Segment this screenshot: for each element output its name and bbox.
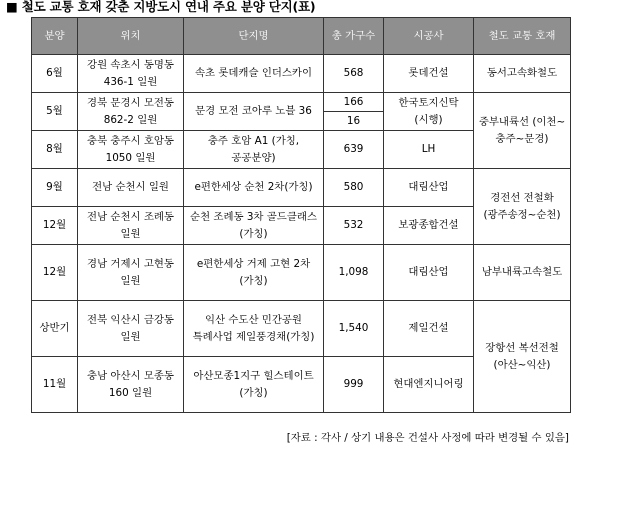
col-header-units: 총 가구수 bbox=[324, 18, 384, 55]
cell-units: 568 bbox=[324, 55, 384, 93]
cell-complex: e편한세상 거제 고현 2차 (가칭) bbox=[184, 245, 324, 301]
cell-builder: 대림산업 bbox=[384, 245, 474, 301]
cell-month: 6월 bbox=[32, 55, 78, 93]
col-header-builder: 시공사 bbox=[384, 18, 474, 55]
cell-units: 166 bbox=[324, 93, 384, 112]
col-header-complex: 단지명 bbox=[184, 18, 324, 55]
cell-units: 532 bbox=[324, 207, 384, 245]
table-row bbox=[32, 169, 571, 207]
cell-builder: 현대엔지니어링 bbox=[384, 357, 474, 413]
cell-complex: 순천 조례동 3차 골드클래스(가칭) bbox=[184, 207, 324, 245]
cell-month: 상반기 bbox=[32, 301, 78, 357]
cell-month: 9월 bbox=[32, 169, 78, 207]
cell-units: 1,540 bbox=[324, 301, 384, 357]
presale-table bbox=[31, 17, 571, 413]
cell-location: 전남 순천시 조례동 일원 bbox=[78, 207, 184, 245]
cell-builder: 롯데건설 bbox=[384, 55, 474, 93]
cell-builder: 제일건설 bbox=[384, 301, 474, 357]
col-header-rail: 철도 교통 호재 bbox=[474, 18, 571, 55]
cell-rail: 장항선 복선전철 (아산~익산) bbox=[474, 301, 571, 413]
cell-builder: 한국토지신탁(시행) bbox=[384, 93, 474, 131]
cell-month: 11월 bbox=[32, 357, 78, 413]
cell-builder: 보광종합건설 bbox=[384, 207, 474, 245]
cell-location: 전남 순천시 일원 bbox=[78, 169, 184, 207]
cell-complex: 속초 롯데캐슬 인더스카이 bbox=[184, 55, 324, 93]
cell-units: 580 bbox=[324, 169, 384, 207]
cell-location: 충북 충주시 호암동 1050 일원 bbox=[78, 131, 184, 169]
cell-rail: 경전선 전철화 (광주송정~순천) bbox=[474, 169, 571, 245]
cell-location: 충남 아산시 모종동 160 일원 bbox=[78, 357, 184, 413]
cell-location: 경북 문경시 모전동 862-2 일원 bbox=[78, 93, 184, 131]
table-row bbox=[32, 301, 571, 357]
table-title: ■ 철도 교통 호재 갖춘 지방도시 연내 주요 분양 단지(표) bbox=[6, 0, 316, 14]
cell-location: 강원 속초시 동명동 436-1 일원 bbox=[78, 55, 184, 93]
cell-builder: LH bbox=[384, 131, 474, 169]
cell-location: 경남 거제시 고현동 일원 bbox=[78, 245, 184, 301]
cell-complex: 익산 수도산 민간공원 특례사업 제일풍경채(가칭) bbox=[184, 301, 324, 357]
source-note: [자료 : 각사 / 상기 내용은 건설사 사정에 따라 변경될 수 있음] bbox=[286, 432, 569, 444]
cell-month: 8월 bbox=[32, 131, 78, 169]
cell-complex: 아산모종1지구 힐스테이트 (가칭) bbox=[184, 357, 324, 413]
cell-rail: 남부내륙고속철도 bbox=[474, 245, 571, 301]
col-header-month: 분양 bbox=[32, 18, 78, 55]
table-row bbox=[32, 245, 571, 301]
cell-location: 전북 익산시 금강동 일원 bbox=[78, 301, 184, 357]
cell-month: 5월 bbox=[32, 93, 78, 131]
cell-complex: 문경 모전 코아루 노블 36 bbox=[184, 93, 324, 131]
cell-rail: 중부내륙선 (이천~충주~문경) bbox=[474, 93, 571, 169]
cell-builder: 대림산업 bbox=[384, 169, 474, 207]
header-row bbox=[32, 18, 571, 55]
cell-units: 16 bbox=[324, 112, 384, 131]
col-header-location: 위치 bbox=[78, 18, 184, 55]
cell-units: 1,098 bbox=[324, 245, 384, 301]
cell-units: 999 bbox=[324, 357, 384, 413]
table-row bbox=[32, 55, 571, 93]
table-row bbox=[32, 93, 571, 112]
cell-month: 12월 bbox=[32, 245, 78, 301]
cell-rail: 동서고속화철도 bbox=[474, 55, 571, 93]
cell-units: 639 bbox=[324, 131, 384, 169]
cell-month: 12월 bbox=[32, 207, 78, 245]
cell-complex: e편한세상 순천 2차(가칭) bbox=[184, 169, 324, 207]
cell-complex: 충주 호암 A1 (가칭, 공공분양) bbox=[184, 131, 324, 169]
